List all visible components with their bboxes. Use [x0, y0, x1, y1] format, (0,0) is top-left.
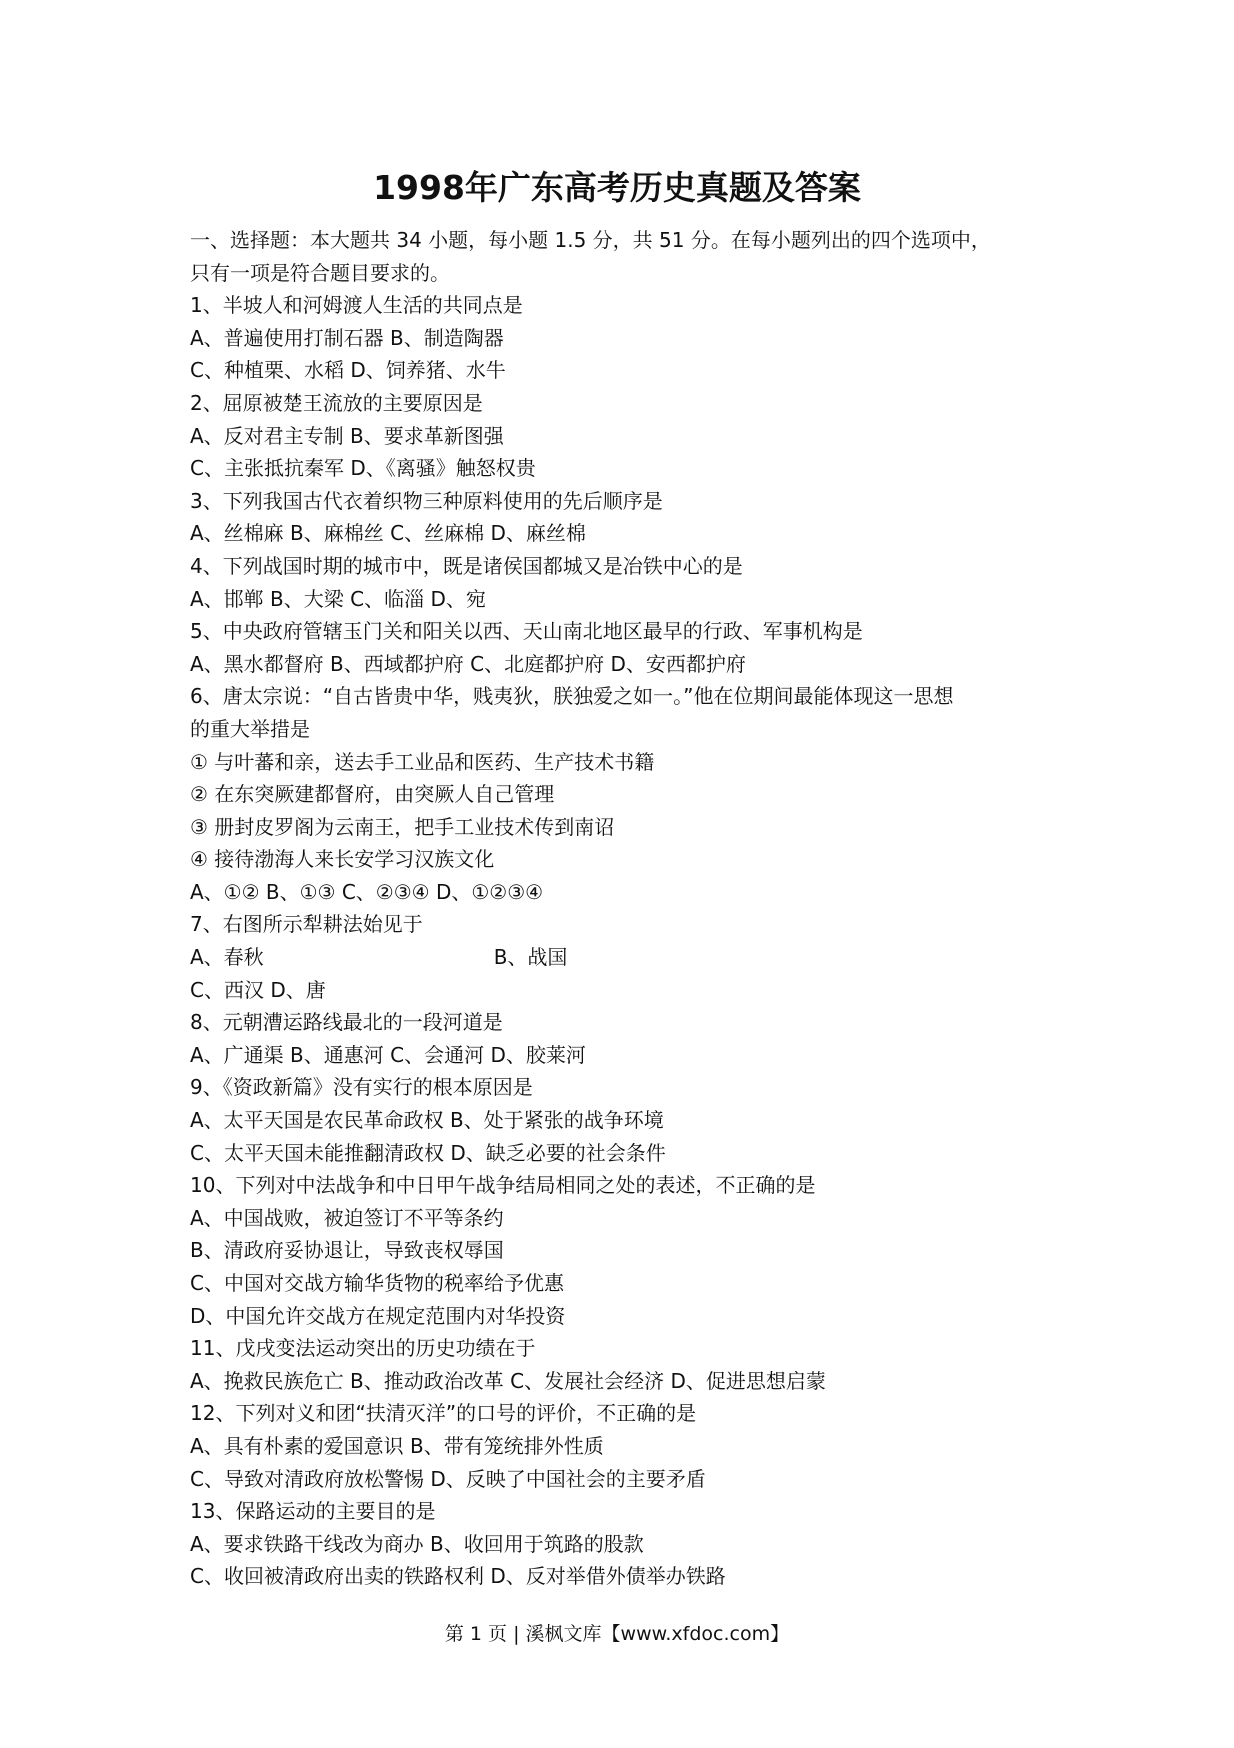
text-line: 1、半坡人和河姆渡人生活的共同点是 — [190, 293, 523, 318]
text-line: 12、下列对义和团“扶清灭洋”的口号的评价，不正确的是 — [190, 1401, 697, 1426]
text-line: A、黑水都督府 B、西域都护府 C、北庭都护府 D、安西都护府 — [190, 651, 746, 676]
text-line: A、丝棉麻 B、麻棉丝 C、丝麻棉 D、麻丝棉 — [190, 521, 586, 546]
text-line: 2、屈原被楚王流放的主要原因是 — [190, 390, 483, 415]
text-line: C、中国对交战方输华货物的税率给予优惠 — [190, 1271, 564, 1295]
text-line: 4、下列战国时期的城市中，既是诸侯国都城又是冶铁中心的是 — [190, 553, 743, 578]
text-line: 8、元朝漕运路线最北的一段河道是 — [190, 1010, 503, 1035]
option-a: A、春秋 — [190, 945, 264, 970]
text-line: C、太平天国未能推翻清政权 D、缺乏必要的社会条件 — [190, 1140, 666, 1165]
text-line: B、清政府妥协退让，导致丧权辱国 — [190, 1238, 504, 1263]
text-line: 10、下列对中法战争和中日甲午战争结局相同之处的表述，不正确的是 — [190, 1173, 816, 1198]
text-line: C、西汉 D、唐 — [190, 977, 326, 1002]
text-line: D、中国允许交战方在规定范围内对华投资 — [190, 1303, 566, 1328]
text-line: ③ 册封皮罗阁为云南王，把手工业技术传到南诏 — [190, 814, 615, 839]
page-title: 1998年广东高考历史真题及答案 — [373, 168, 861, 207]
text-line: 13、保路运动的主要目的是 — [190, 1499, 436, 1524]
text-line: A、邯郸 B、大梁 C、临淄 D、宛 — [190, 586, 486, 611]
text-line: C、收回被清政府出卖的铁路权利 D、反对举借外债举办铁路 — [190, 1564, 726, 1589]
text-line: C、种植栗、水稻 D、饲养猪、水牛 — [190, 358, 506, 383]
text-line: A、挽救民族危亡 B、推动政治改革 C、发展社会经济 D、促进思想启蒙 — [190, 1368, 826, 1393]
text-line: A、①② B、①③ C、②③④ D、①②③④ — [190, 879, 544, 904]
text-line: 7、右图所示犁耕法始见于 — [190, 912, 423, 937]
text-line: 11、戊戌变法运动突出的历史功绩在于 — [190, 1336, 536, 1361]
text-line: 只有一项是符合题目要求的。 — [190, 260, 450, 285]
text-line: A、要求铁路干线改为商办 B、收回用于筑路的股款 — [190, 1531, 644, 1556]
text-line: C、主张抵抗秦军 D、《离骚》触怒权贵 — [190, 456, 536, 481]
text-line: 一、选择题：本大题共 34 小题，每小题 1.5 分，共 51 分。在每小题列出的四个选项中， — [190, 228, 991, 252]
text-line: A、广通渠 B、通惠河 C、会通河 D、胶莱河 — [190, 1042, 586, 1067]
text-line: ④ 接待渤海人来长安学习汉族文化 — [190, 847, 495, 872]
text-line: 6、唐太宗说：“自古皆贵中华，贱夷狄，朕独爱之如一。”他在位期间最能体现这一思想 — [190, 684, 954, 709]
text-line: A、具有朴素的爱国意识 B、带有笼统排外性质 — [190, 1433, 604, 1458]
text-line — [190, 941, 1060, 974]
text-line: A、太平天国是农民革命政权 B、处于紧张的战争环境 — [190, 1108, 664, 1133]
document-body — [190, 224, 1060, 1593]
text-line: 的重大举措是 — [190, 716, 310, 741]
option-b: B、战国 — [493, 945, 568, 970]
text-line: ② 在东突厥建都督府，由突厥人自己管理 — [190, 782, 555, 807]
text-line: ① 与叶蕃和亲，送去手工业品和医药、生产技术书籍 — [190, 749, 655, 774]
page-footer: 第 1 页 | 溪枫文库【www.xfdoc.com】 — [444, 1623, 790, 1645]
text-line: A、中国战败，被迫签订不平等条约 — [190, 1205, 504, 1230]
text-line: 3、下列我国古代衣着织物三种原料使用的先后顺序是 — [190, 488, 663, 513]
text-line: C、导致对清政府放松警惕 D、反映了中国社会的主要矛盾 — [190, 1466, 706, 1491]
text-line: A、普遍使用打制石器 B、制造陶器 — [190, 325, 504, 350]
text-line: A、反对君主专制 B、要求革新图强 — [190, 423, 504, 448]
text-line: 5、中央政府管辖玉门关和阳关以西、天山南北地区最早的行政、军事机构是 — [190, 619, 863, 644]
text-line: 9、《资政新篇》没有实行的根本原因是 — [190, 1075, 533, 1100]
